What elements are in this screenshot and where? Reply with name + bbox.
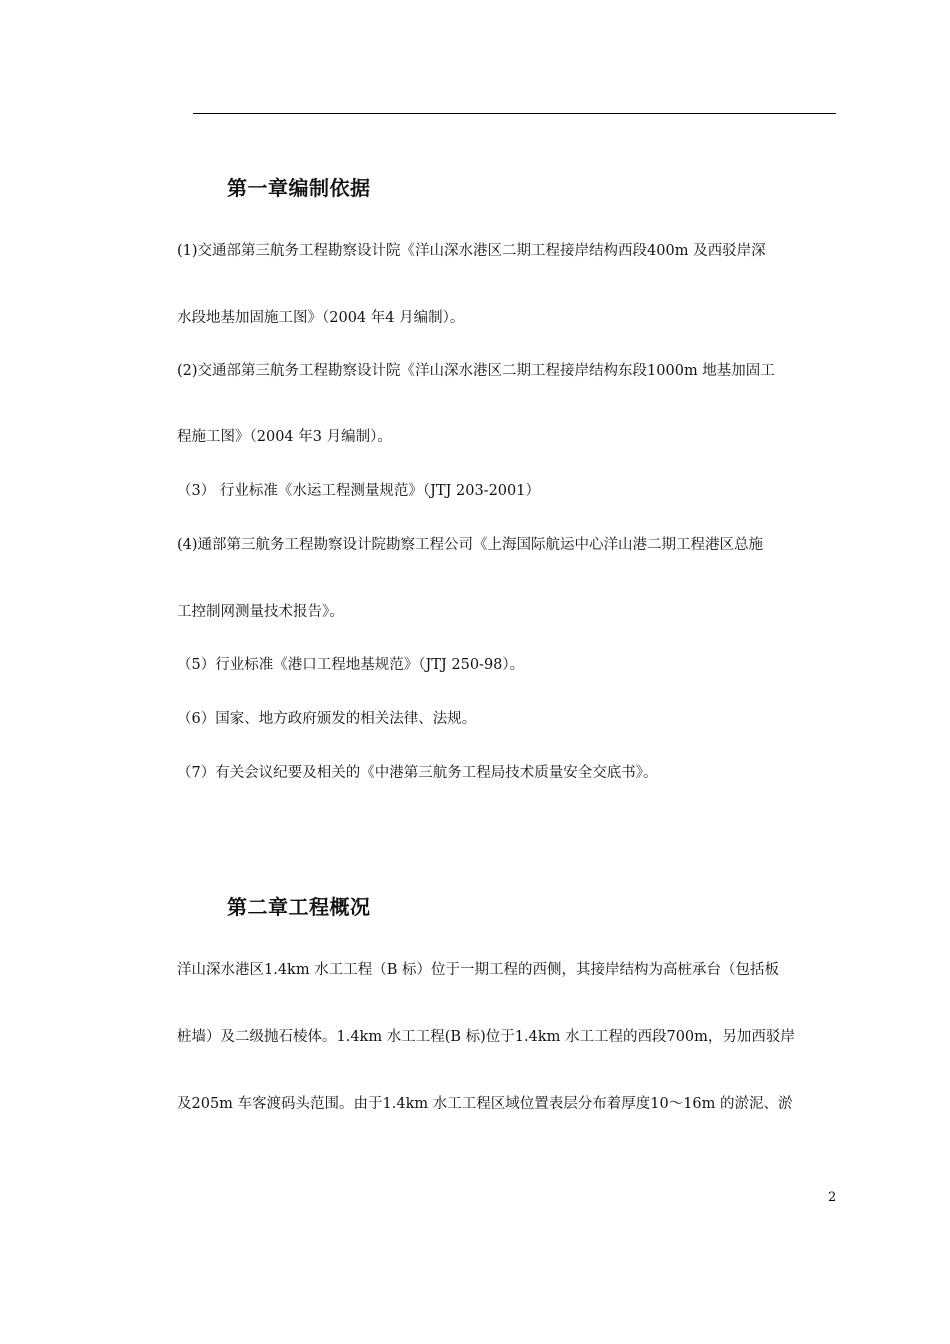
chapter-1-line-2: 水段地基加固施工图》（2004 年4 月编制）。 (177, 310, 465, 326)
chapter-2-line-1: 洋山深水港区1.4km 水工工程（B 标）位于一期工程的西侧，其接岸结构为高桩承台（包括板 (177, 962, 779, 978)
chapter-2-title: 第二章工程概况 (227, 895, 371, 919)
page-number: 2 (828, 1190, 837, 1205)
chapter-1-line-9: （6）国家、地方政府颁发的相关法律、法规。 (177, 711, 477, 727)
chapter-1-line-8: （5）行业标准《港口工程地基规范》（JTJ 250-98）。 (177, 657, 525, 673)
chapter-1-line-10: （7）有关会议纪要及相关的《中港第三航务工程局技术质量安全交底书》。 (177, 765, 658, 781)
chapter-1-line-4: 程施工图》（2004 年3 月编制）。 (177, 429, 392, 445)
chapter-1-line-6: (4)通部第三航务工程勘察设计院勘察工程公司《上海国际航运中心洋山港二期工程港区总施 (177, 537, 764, 553)
chapter-1-title: 第一章编制依据 (227, 176, 371, 200)
chapter-1-line-5: （3） 行业标准《水运工程测量规范》（JTJ 203-2001） (177, 483, 540, 499)
chapter-2-line-2: 桩墙）及二级抛石棱体。1.4km 水工工程(B 标)位于1.4km 水工工程的西段700m，另加西驳岸 (177, 1029, 795, 1045)
chapter-1-line-1: (1)交通部第三航务工程勘察设计院《洋山深水港区二期工程接岸结构西段400m 及西驳岸深 (177, 243, 766, 259)
chapter-2-line-3: 及205m 车客渡码头范围。由于1.4km 水工工程区域位置表层分布着厚度10～16m 的淤泥、淤 (177, 1096, 793, 1112)
chapter-1-line-3: (2)交通部第三航务工程勘察设计院《洋山深水港区二期工程接岸结构东段1000m 地基加固工 (177, 363, 775, 379)
chapter-1-line-7: 工控制网测量技术报告》。 (177, 604, 344, 620)
header-rule (193, 113, 836, 114)
